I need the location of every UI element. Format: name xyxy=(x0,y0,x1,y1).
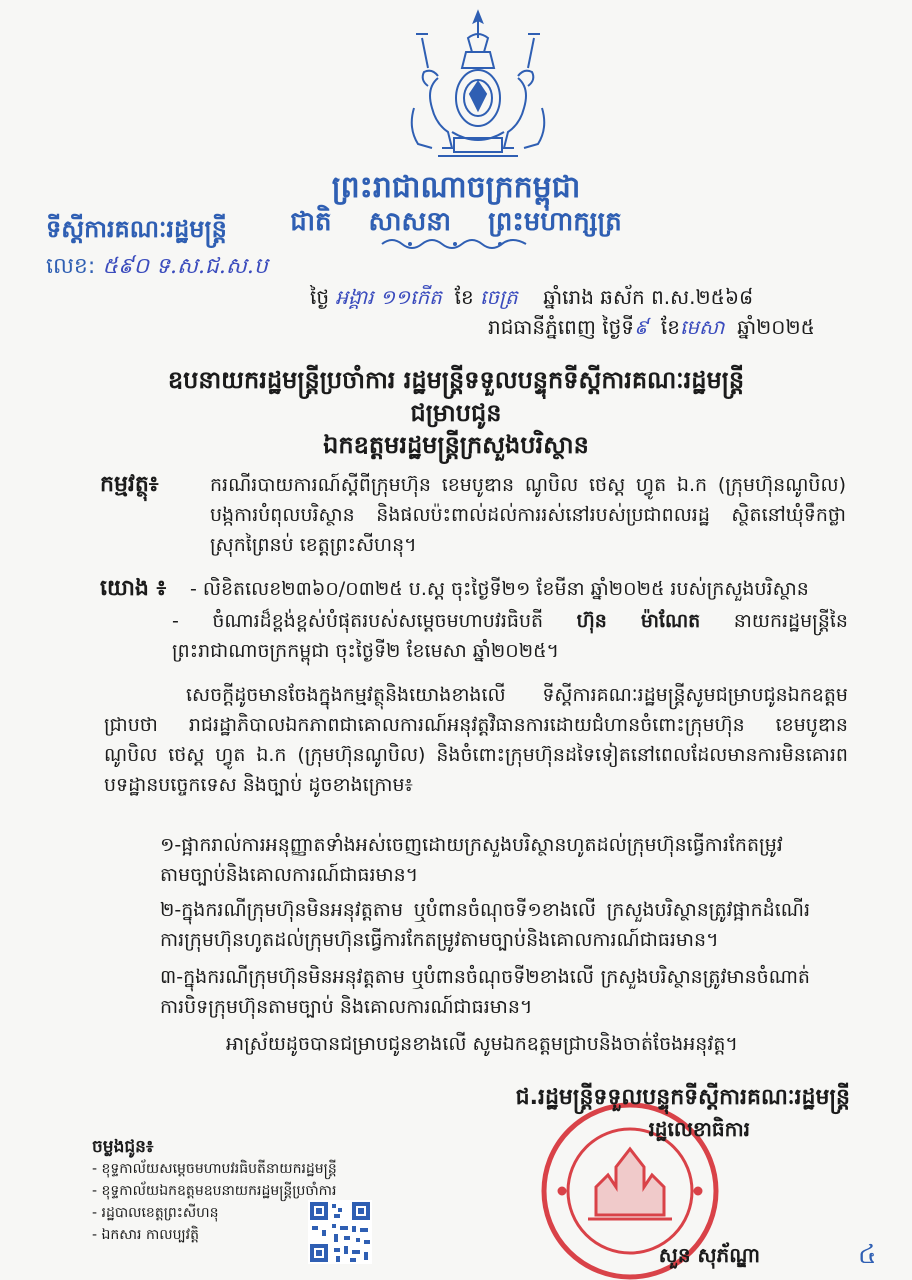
kingdom-name: ព្រះរាជាណាចក្រកម្ពុជា xyxy=(331,170,581,205)
measure-item-2: ២-ក្នុងករណីក្រុមហ៊ុនមិនអនុវត្តតាម ឬបំពានចំណុចទី១ខាងលើ ក្រសួងបរិស្ថានត្រូវផ្អាកដំណើរការក្រុមហ៊ុនហូតដល់ក្រុមហ៊ុនធ្វើការកែតម្រូវតាមច្បាប់និងគោលការណ៍ជាធរមាន។ xyxy=(160,899,810,951)
measure-item-1: ១-ផ្អាករាល់ការអនុញ្ញាតទាំងអស់ចេញដោយក្រសួងបរិស្ថានហូតដល់ក្រុមហ៊ុនធ្វើការកែតម្រូវតាមច្បាប់និងគោលការណ៍ជាធរមាន។ xyxy=(160,834,783,886)
letter-heading-sender: ឧបនាយករដ្ឋមន្ត្រីប្រចាំការ រដ្ឋមន្ត្រីទទួលបន្ទុកទីស្តីការគណៈរដ្ឋមន្ត្រី xyxy=(167,366,745,394)
lunar-date-prefix: ថ្ងៃ xyxy=(310,285,330,309)
reference-section-label: យោង ៖ xyxy=(100,576,167,601)
ornament-divider-icon xyxy=(380,236,530,252)
national-motto: ជាតិ សាសនា ព្រះមហាក្សត្រ xyxy=(290,207,622,237)
copy-recipient: - រដ្ឋបាលខេត្តព្រះសីហនុ xyxy=(92,1205,219,1221)
lunar-day: អង្គារ ១១កើត xyxy=(335,285,442,309)
reference-label: លេខ: xyxy=(46,254,96,279)
reference-number xyxy=(46,252,268,284)
solar-year: ឆ្នាំ២០២៥ xyxy=(737,315,815,339)
copy-recipient: - ខុទ្ទកាល័យសម្តេចមហាបវរធិបតីនាយករដ្ឋមន្ត្រី xyxy=(92,1161,337,1177)
solar-month-label: ខែ xyxy=(660,315,680,339)
copies-list xyxy=(92,1158,337,1246)
lunar-month-label: ខែ xyxy=(454,285,474,309)
reference-item-2-post: នាយករដ្ឋមន្ត្រីនៃព្រះរាជាណាចក្រកម្ពុជា ចុះថ្ងៃទី២ ខែមេសា ឆ្នាំ២០២៥។ xyxy=(172,610,848,662)
solar-date xyxy=(488,314,815,344)
closing-sentence: អាស្រ័យដូចបានជម្រាបជូនខាងលើ សូមឯកឧត្តមជ្រាបនិងចាត់ចែងអនុវត្ត។ xyxy=(226,1033,738,1055)
lunar-month: ចេត្រ xyxy=(480,285,518,309)
lunar-date xyxy=(310,284,753,314)
signatory-position: រដ្ឋលេខាធិការ xyxy=(648,1117,750,1141)
reference-item-1: - លិខិតលេខ២៣៦០/០៣២៥ ប.ស្ត ចុះថ្ងៃទី២១ ខែមីនា ឆ្នាំ២០២៥ របស់ក្រសួងបរិស្ថាន xyxy=(190,578,809,600)
prime-minister-name: ហ៊ុន ម៉ាណែត xyxy=(576,610,701,632)
copies-label: ចម្លងជូន៖ xyxy=(92,1137,154,1157)
solar-date-prefix: រាជធានីភ្នំពេញ ថ្ងៃទី xyxy=(488,315,635,339)
measure-item-3: ៣-ក្នុងករណីក្រុមហ៊ុនមិនអនុវត្តតាម ឬបំពានចំណុចទី២ខាងលើ ក្រសួងបរិស្ថានត្រូវមានចំណាត់ការបិទក្រុមហ៊ុនតាមច្បាប់ និងគោលការណ៍ជាធរមាន។ xyxy=(160,966,810,1018)
signatory-name: សួន សុភ័ណ្ឌា xyxy=(658,1243,760,1267)
copy-recipient: - ខុទ្ទកាល័យឯកឧត្តមឧបនាយករដ្ឋមន្ត្រីប្រចាំការ xyxy=(92,1183,337,1199)
qr-code-icon[interactable] xyxy=(308,1200,372,1264)
page-mark: ៤ xyxy=(858,1240,877,1270)
body-paragraph: សេចក្តីដូចមានចែងក្នុងកម្មវត្ថុនិងយោងខាងលើ ទីស្តីការគណៈរដ្ឋមន្ត្រីសូមជម្រាបជូនឯកឧត្តមជ្រាបថា រាជរដ្ឋាភិបាលឯកភាពជាគោលការណ៍អនុវត្តវិធានការដោយជំហានចំពោះក្រុមហ៊ុន ខេមបូឌាន ណូបិល ថេស្ត ហ្វូត ឯ.ក (ក្រុមហ៊ុនណូបិល) និងចំពោះក្រុមហ៊ុនដទៃទៀតនៅពេលដែលមានការមិនគោរពបទដ្ឋានបច្ចេកទេស និងច្បាប់ ដូចខាងក្រោម៖ xyxy=(104,684,848,796)
letter-heading-respect: ជម្រាបជូន xyxy=(410,399,502,427)
issuing-office: ទីស្តីការគណៈរដ្ឋមន្ត្រី xyxy=(46,215,227,243)
solar-day: ៩ xyxy=(634,315,649,339)
lunar-year: ឆ្នាំរោង ឆស័ក ព.ស.២៥៦៨ xyxy=(543,285,754,309)
royal-emblem-icon xyxy=(398,8,558,168)
signatory-title: ជ.រដ្ឋមន្ត្រីទទួលបន្ទុកទីស្តីការគណៈរដ្ឋមន្ត្រី xyxy=(515,1085,850,1110)
reference-item-2-pre: - ចំណារដ៏ខ្ពង់ខ្ពស់បំផុតរបស់សម្តេចមហាបវរធិបតី xyxy=(172,610,544,632)
reference-value: ៥៩០ ទ.ស.ជ.ស.ប xyxy=(102,254,268,279)
solar-month: មេសា xyxy=(679,315,725,339)
subject-text: ករណីរបាយការណ៍ស្តីពីក្រុមហ៊ុន ខេមបូឌាន ណូបិល ថេស្ត ហ្វូត ឯ.ក (ក្រុមហ៊ុនណូបិល) បង្កការបំពុលបរិស្ថាន និងផលប៉ះពាល់ដល់ការរស់នៅរបស់ប្រជាពលរដ្ឋ ស្ថិតនៅឃុំទឹកថ្លា ស្រុកព្រៃនប់ ខេត្តព្រះសីហនុ។ xyxy=(210,474,846,556)
copy-recipient: - ឯកសារ កាលប្បវត្តិ xyxy=(92,1227,199,1243)
letter-heading-recipient: ឯកឧត្តមរដ្ឋមន្ត្រីក្រសួងបរិស្ថាន xyxy=(323,431,589,459)
subject-label: កម្មវត្ថុ៖ xyxy=(100,472,159,497)
reference-item-2 xyxy=(172,606,848,666)
